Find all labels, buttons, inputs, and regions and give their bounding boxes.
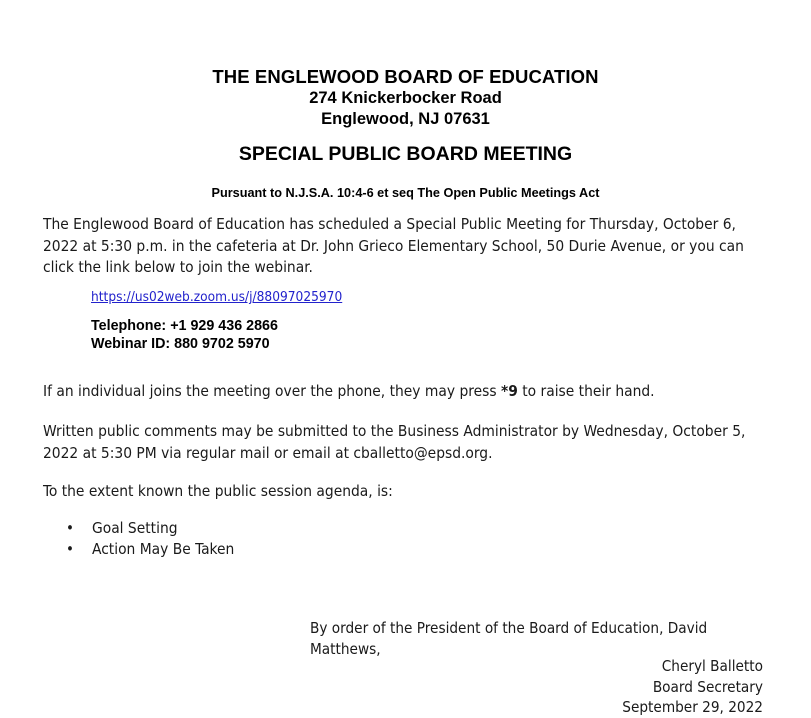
signature-block xyxy=(622,656,763,718)
agenda-item-label: Action May Be Taken xyxy=(92,539,235,558)
agenda-item-label: Goal Setting xyxy=(92,519,178,537)
signature-date: September 29, 2022 xyxy=(622,698,763,716)
telephone-label: Telephone: xyxy=(91,318,167,334)
agenda-intro: To the extent known the public session agenda, is: xyxy=(43,482,393,500)
phone-instruction-before: If an individual joins the meeting over the phone, they may press xyxy=(43,382,501,400)
phone-instruction-paragraph xyxy=(43,381,767,403)
agenda-list-item xyxy=(66,518,234,539)
telephone-number: +1 929 436 2866 xyxy=(170,318,278,334)
city-state-zip: Englewood, NJ 07631 xyxy=(321,109,490,128)
agenda-list xyxy=(66,518,234,559)
bullet-icon: • xyxy=(66,519,74,537)
written-comments-paragraph: Written public comments may be submitted to the Business Administrator by Wednesday, October 5, 2022 at 5:30 PM via regular mail or email at cballetto@epsd.org. xyxy=(43,422,746,462)
letterhead xyxy=(0,66,811,129)
page-title: SPECIAL PUBLIC BOARD MEETING xyxy=(238,143,573,165)
by-order-line: By order of the President of the Board of Education, David Matthews, xyxy=(310,619,708,658)
webinar-join-link[interactable]: https://us02web.zoom.us/j/88097025970 xyxy=(91,289,343,305)
webinar-id-line xyxy=(91,336,278,354)
phone-star-key: *9 xyxy=(500,382,518,400)
webinar-link-row xyxy=(91,288,342,306)
webinar-id-number: 880 9702 5970 xyxy=(174,335,270,352)
phone-instruction-after: to raise their hand. xyxy=(517,382,655,400)
dial-in-details xyxy=(91,318,278,353)
webinar-id-label: Webinar ID: xyxy=(91,335,171,352)
intro-paragraph: The Englewood Board of Education has scheduled a Special Public Meeting for Thursday, October 6, 2022 at 5:30 p.m. in the cafeteria at Dr. John Grieco Elementary School, 50 Durie Avenue, or you can click the link below to join the webinar. xyxy=(43,215,744,276)
telephone-line xyxy=(91,318,278,336)
street-address: 274 Knickerbocker Road xyxy=(309,89,502,107)
organization-name: THE ENGLEWOOD BOARD OF EDUCATION xyxy=(212,66,599,87)
bullet-icon: • xyxy=(66,539,74,558)
statute-notice: Pursuant to N.J.S.A. 10:4-6 et seq The Open Public Meetings Act xyxy=(211,186,600,200)
agenda-list-item xyxy=(66,539,234,560)
signer-name: Cheryl Balletto xyxy=(661,657,763,675)
signer-role: Board Secretary xyxy=(652,677,763,696)
